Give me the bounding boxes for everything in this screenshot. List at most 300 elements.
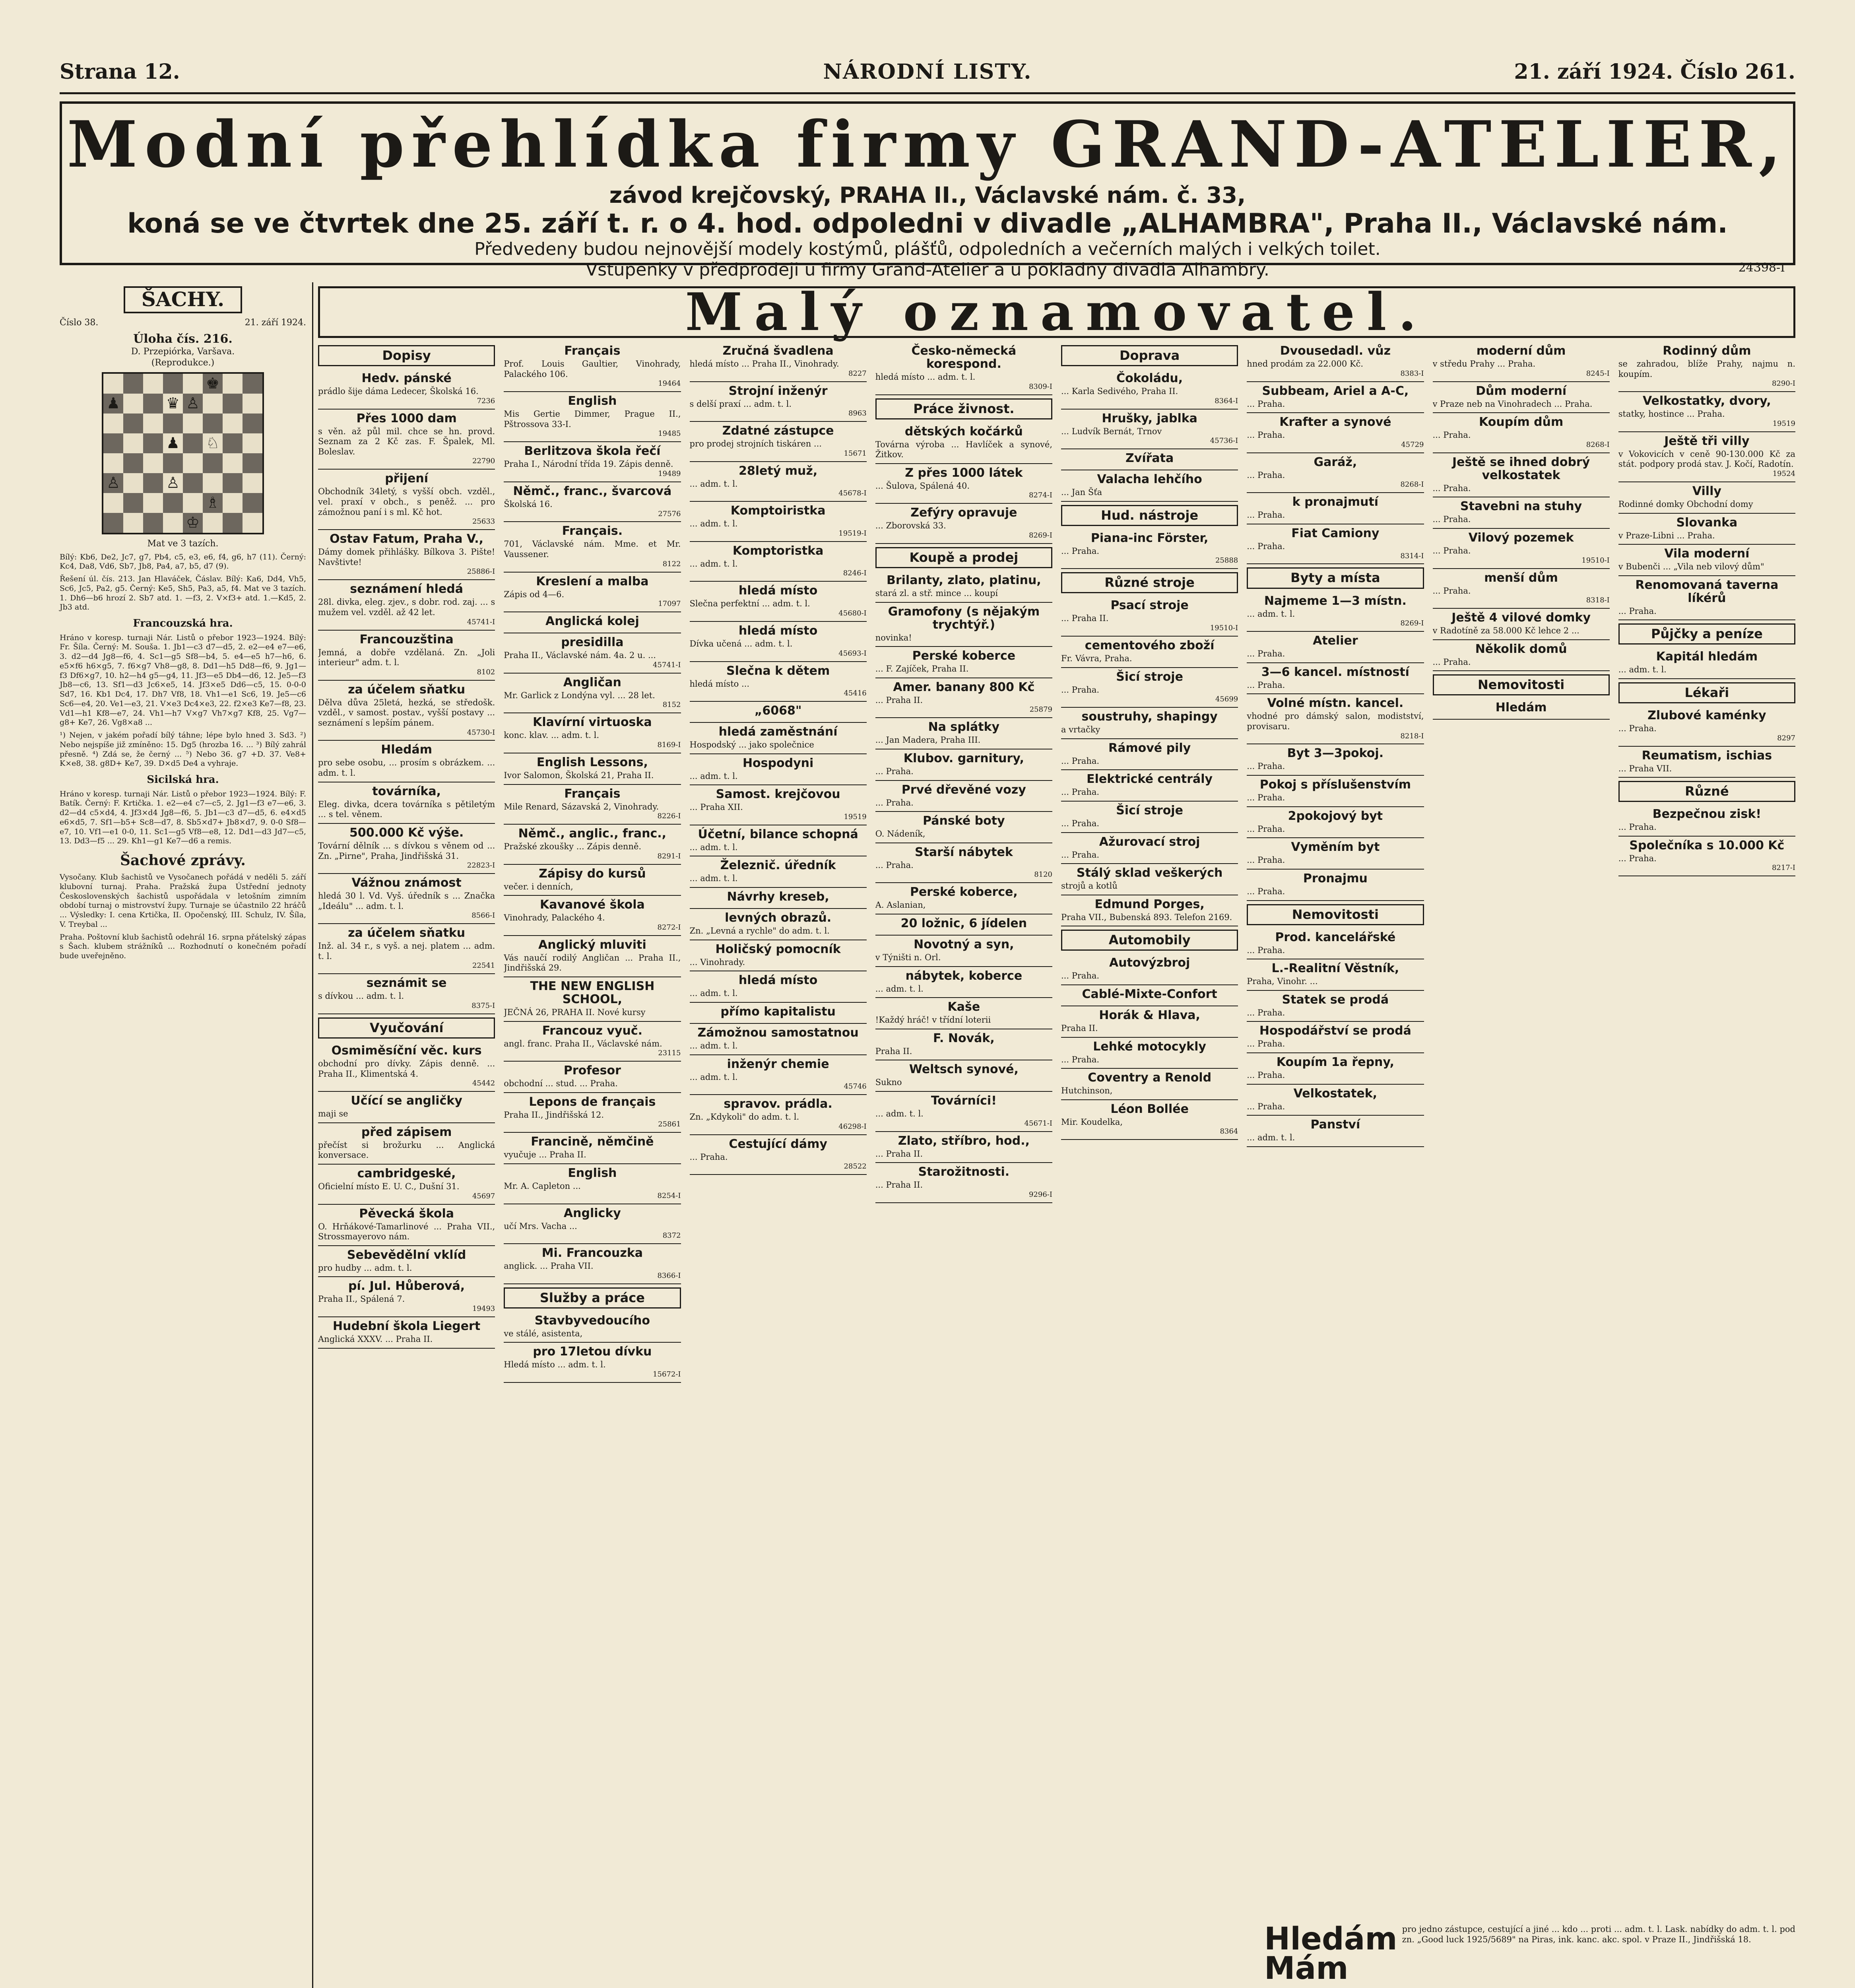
section-heading: Různé stroje	[1061, 572, 1238, 593]
ad-headline: Prvé dřevěné vozy	[901, 782, 1026, 797]
classified-ad	[690, 422, 867, 462]
chess-piece	[163, 453, 183, 473]
chess-piece: ♟	[106, 394, 120, 412]
issue-date: 21. září 1924. Číslo 261.	[1514, 60, 1795, 84]
chess-number: Číslo 38.	[60, 318, 99, 328]
board-square	[203, 433, 223, 453]
ad-headline: spravov. prádla.	[724, 1097, 832, 1111]
ad-body: ... Praha.	[1432, 546, 1471, 555]
board-square	[103, 433, 123, 453]
board-square	[123, 473, 143, 493]
classified-ad	[875, 998, 1052, 1029]
classified-ad	[1247, 1116, 1424, 1147]
classified-ad	[690, 1024, 867, 1055]
ad-headline: Najmeme 1—3 místn.	[1264, 594, 1407, 608]
chess-piece	[163, 414, 183, 433]
board-square	[123, 453, 143, 473]
board-square	[123, 394, 143, 414]
ad-headline: Návrhy kreseb,	[727, 890, 829, 904]
ad-ref-number: 45678-I	[838, 489, 867, 498]
ad-ref-number: 45729	[1401, 440, 1424, 449]
ad-ref-number: 45741-I	[467, 617, 495, 626]
chess-piece	[243, 394, 262, 414]
ad-body: ... Praha.	[1061, 971, 1100, 981]
ad-body: ... Praha.	[1061, 685, 1100, 695]
board-square	[243, 414, 262, 433]
classified-ad	[875, 1092, 1052, 1132]
ad-ref-number: 8122	[662, 559, 681, 568]
classified-ad	[1618, 747, 1795, 778]
ad-body: ... Praha.	[1247, 793, 1285, 803]
chess-piece	[183, 493, 203, 513]
board-square	[103, 473, 123, 493]
chess-piece	[123, 473, 143, 493]
chess-piece: ♔	[186, 514, 200, 531]
ad-headline: Byt 3—3pokoj.	[1287, 746, 1384, 761]
ad-body: ... adm. t. l.	[689, 1041, 738, 1050]
board-square	[203, 473, 223, 493]
ad-body: ... Praha.	[1432, 657, 1471, 667]
board-square	[203, 493, 223, 513]
classified-ad	[1061, 668, 1238, 708]
ad-headline: Zvířata	[1125, 451, 1174, 466]
ad-headline: Autovýzbroj	[1109, 956, 1190, 970]
chess-piece	[183, 374, 203, 394]
classified-ad	[504, 442, 681, 482]
ad-ref-number: 45693-I	[838, 649, 867, 658]
ad-body: ... Praha.	[1247, 761, 1285, 771]
ad-headline: Několik domů	[1475, 642, 1567, 656]
classified-column-6	[1247, 342, 1424, 1988]
board-square	[183, 374, 203, 394]
ad-body: Dělva důva 25letá, hezká, se středošk. vzděl., v samost. postav., vyšší postavy ... seznámení s lepším pánem.	[318, 697, 495, 728]
ad-headline: Zručná švadlena	[722, 344, 834, 358]
classified-ad	[875, 812, 1052, 843]
classified-ad	[1247, 838, 1424, 870]
classified-ad	[318, 1092, 495, 1123]
board-square	[223, 453, 243, 473]
ad-body: ... adm. t. l.	[875, 984, 924, 994]
board-square	[123, 513, 143, 533]
board-square	[203, 374, 223, 394]
chess-piece	[143, 453, 163, 473]
ad-body: v Praze neb na Vinohradech ... Praha.	[1432, 399, 1593, 409]
ad-headline: Šicí stroje	[1116, 670, 1183, 684]
chess-piece	[223, 433, 243, 453]
ad-body: ... Praha.	[1618, 853, 1657, 863]
classified-ad	[690, 502, 867, 542]
ad-body: Mile Renard, Sázavská 2, Vinohrady.	[504, 802, 659, 812]
ad-headline: Angličan	[563, 675, 621, 689]
ad-ref-number: 22541	[472, 961, 495, 970]
ad-body: se zahradou, blíže Prahy, najmu n. koupím.	[1618, 359, 1795, 379]
chess-board	[102, 372, 264, 534]
ad-body: ... adm. t. l.	[689, 519, 738, 529]
ad-body: Dámy domek přihlášky. Bílkova 3. Pište! Navštivte!	[318, 547, 495, 567]
board-square	[143, 374, 163, 394]
board-square	[143, 493, 163, 513]
ad-body: ... Praha.	[1247, 399, 1285, 409]
classified-ad	[875, 718, 1052, 749]
classified-ad	[690, 971, 867, 1003]
ad-body: ... adm. t. l.	[689, 479, 738, 489]
classified-ad	[318, 580, 495, 630]
ad-ref-number: 8268-I	[1586, 440, 1610, 449]
board-square	[223, 473, 243, 493]
chess-piece	[183, 453, 203, 473]
classified-ad	[1061, 985, 1238, 1006]
ad-headline: seznámit se	[366, 976, 447, 990]
banner-ad	[60, 101, 1795, 280]
classified-column-4	[875, 342, 1052, 1988]
classified-ad	[504, 1022, 681, 1062]
classified-ad	[690, 825, 867, 857]
ad-headline: Subbeam, Ariel a A-C,	[1262, 384, 1409, 398]
ad-ref-number: 25861	[658, 1120, 681, 1129]
board-square	[163, 513, 183, 533]
board-square	[243, 493, 262, 513]
chess-piece	[123, 453, 143, 473]
section-dopisy: Dopisy	[318, 345, 495, 366]
ad-body: Oficielní místo E. U. C., Dušní 31.	[318, 1182, 460, 1191]
ad-headline: moderní dům	[1476, 344, 1566, 358]
board-square	[123, 433, 143, 453]
ad-headline: Zefýry opravuje	[910, 506, 1017, 520]
ad-ref-number: 8268-I	[1400, 480, 1424, 489]
ad-body: prádlo šije dáma Ledecer, Školská 16.	[318, 386, 479, 396]
ad-body: Ivor Salomon, Školská 21, Praha II.	[504, 770, 654, 780]
ad-ref-number: 15671	[844, 449, 867, 458]
ad-body: ... adm. t. l.	[875, 1109, 924, 1119]
classified-ad	[1061, 596, 1238, 637]
classified-ad	[318, 1042, 495, 1092]
classified-ad	[318, 924, 495, 974]
chess-notes: ¹) Nejen, v jakém pořadí bílý táhne; lépe bylo hned 3. Sd3. ²) Nebo nejspíše již zmíněno: 15. Dg5 (hrozba 16. ... ³) Bílý zahrál přesně. ⁴) Zdá se, že černý ... ⁵) Nebo 36. g7 +D. 37. Ve8+ K×e8, 38. g8D+ Ke7, 39. D×d5 De4 a vyhraje.	[60, 731, 306, 768]
classified-ad	[690, 909, 867, 940]
ad-ref-number: 46298-I	[838, 1122, 867, 1131]
ad-headline: Kapitál hledám	[1656, 650, 1758, 664]
ad-headline: hledá místo	[738, 623, 818, 638]
board-square	[143, 414, 163, 433]
chess-news-2: Praha. Poštovní klub šachistů odehrál 16. srpna přátelský zápas s Šach. klubem strážníků ... Rozhodnutí o konečném pořadí bude uveřejněno.	[60, 932, 306, 960]
chess-piece	[183, 433, 203, 453]
classified-ad	[1247, 524, 1424, 565]
ad-body: ... adm. t. l.	[689, 559, 738, 569]
ad-body: Vás naučí rodilý Angličan ... Praha II., Jindřišská 29.	[504, 953, 681, 973]
section-heading: Služby a práce	[504, 1287, 681, 1309]
chess-piece	[103, 513, 123, 533]
board-square	[143, 394, 163, 414]
ad-ref-number: 8169-I	[657, 740, 681, 749]
ad-body: Hledá místo ... adm. t. l.	[504, 1360, 606, 1370]
chess-piece	[143, 473, 163, 493]
classified-ad	[1247, 413, 1424, 453]
page-header	[60, 52, 1795, 91]
classified-ad	[1247, 493, 1424, 524]
ad-headline: Ještě se ihned dobrý velkostatek	[1452, 455, 1590, 482]
ad-body: ... adm. t. l.	[1247, 1133, 1295, 1143]
ad-body: ... Praha.	[1247, 1070, 1285, 1080]
board-square	[143, 433, 163, 453]
ad-body: Hutchinson,	[1061, 1086, 1113, 1096]
ad-headline: Česko-německá korespond.	[911, 344, 1017, 371]
classified-ad	[504, 753, 681, 785]
ad-headline: Lepons de français	[529, 1095, 656, 1109]
ad-headline: Zdatné zástupce	[722, 424, 834, 438]
ad-ref-number: 19524	[1772, 469, 1795, 478]
board-square	[143, 513, 163, 533]
board-square	[163, 394, 183, 414]
ad-ref-number: 25888	[1215, 556, 1238, 565]
classified-ad	[318, 681, 495, 741]
ad-headline: Français.	[562, 524, 623, 538]
ad-headline: Železnič. úředník	[720, 858, 836, 873]
classified-ad	[504, 785, 681, 825]
board-square	[163, 473, 183, 493]
ad-headline: dětských kočárků	[904, 424, 1023, 439]
classified-ad	[318, 1277, 495, 1317]
ad-body: ... Praha.	[1061, 787, 1100, 797]
board-square	[123, 493, 143, 513]
classified-ad	[875, 1132, 1052, 1163]
classified-ad	[690, 542, 867, 582]
ad-headline: Učící se angličky	[351, 1094, 462, 1108]
classified-ad	[504, 674, 681, 714]
ad-headline: Cablé-Mixte-Confort	[1082, 987, 1217, 1002]
ad-ref-number: 45736-I	[1210, 437, 1238, 445]
ad-body: Dívka učená ... adm. t. l.	[689, 639, 793, 648]
ad-body: Zápis od 4—6.	[504, 589, 565, 599]
ad-headline: Reumatism, ischias	[1642, 748, 1772, 763]
classified-column-1	[318, 342, 495, 1988]
board-square	[223, 374, 243, 394]
ad-body: Rodinné domky Obchodní domy	[1618, 499, 1753, 509]
chess-task: Úloha čís. 216.	[133, 332, 233, 346]
board-square	[163, 414, 183, 433]
classified-ad	[318, 470, 495, 530]
classified-ad	[1061, 864, 1238, 895]
classified-ad	[504, 1133, 681, 1164]
classified-ad	[1247, 776, 1424, 807]
classified-ad	[1618, 837, 1795, 877]
chess-heading-sicilian: Sicilská hra.	[147, 774, 219, 786]
ad-ref-number: 8364	[1220, 1127, 1238, 1136]
ad-headline: Zlubové kaménky	[1647, 709, 1766, 723]
ad-headline: Garáž,	[1314, 455, 1357, 469]
ad-headline: Piana-inc Förster,	[1090, 531, 1209, 545]
ad-headline: „6068"	[754, 704, 802, 718]
ad-headline: Léon Bollée	[1110, 1102, 1189, 1116]
classified-ad	[1433, 640, 1610, 672]
chess-game-sicilian: Hráno v koresp. turnaji Nár. Listů o přebor 1923—1924. Bílý: F. Batík. Černý: F. Krtička. 1. e2—e4 c7—c5, 2. Jg1—f3 e7—e6, 3. d2—d4 c5×d4, 4. Jf3×d4 Jg8—f6, 5. Jb1—c3 d7—d5, 6. e4×d5 e6×d5, 7. Sf1—b5+ Sc8—d7, 8. Sb5×d7+ Jb8×d7, 9. 0-0 Sf8—e7, 10. Vf1—e1 0-0, 11. Sc1—g5 Vf8—e8, 12. Dd1—d3 Jd7—c5, 13. Dd3—f5 ... 29. Kh1—g1 Ke7—d6 a remis.	[60, 789, 306, 846]
ad-headline: THE NEW ENGLISH SCHOOL,	[530, 979, 655, 1007]
ad-body: ... adm. t. l.	[689, 988, 738, 998]
ad-body: anglick. ... Praha VII.	[504, 1261, 594, 1271]
ad-body: Praha II.	[1061, 1023, 1098, 1033]
ad-headline: Klubov. garnitury,	[903, 751, 1024, 765]
chess-solution: Řešení úl. čís. 213. Jan Hlaváček, Čáslav. Bílý: Ka6, Dd4, Vh5, Sc6, Jc5, Pa2, g5. Černý: Ke5, Sh5, Pa3, a5, f4. Mat ve 3 tazích. 1. Dh6—b6 hrozí 2. Sb7 atd. 1. —f3, 2. V×f3+ atd. 1.—Kd5, 2. Jb3 atd.	[60, 575, 306, 612]
ad-body: Mr. A. Capleton ...	[504, 1181, 581, 1191]
ad-ref-number: 19464	[658, 379, 681, 388]
ad-headline: Perské koberce	[912, 649, 1016, 663]
classified-ad	[504, 1204, 681, 1244]
classified-ad	[1061, 1006, 1238, 1038]
ad-headline: přijení	[385, 472, 429, 486]
ad-ref-number: 27576	[658, 509, 681, 518]
chess-piece	[103, 414, 123, 433]
classified-ad	[504, 825, 681, 865]
classified-ad	[318, 824, 495, 874]
ad-body: !Každý hráč! v třídní loterii	[875, 1015, 991, 1025]
ad-headline: 2pokojový byt	[1288, 809, 1383, 823]
ad-headline: seznámení hledá	[350, 582, 463, 596]
chess-position: Bílý: Kb6, De2, Jc7, g7, Pb4, c5, e3, e6, f4, g6, h7 (11). Černý: Kc4, Da8, Vd6, Sb7, Jb8, Pa4, a7, b5, d7 (9).	[60, 552, 306, 571]
ad-body: Mir. Koudelka,	[1061, 1117, 1123, 1127]
ad-headline: Čokoládu,	[1116, 371, 1183, 386]
board-square	[123, 414, 143, 433]
ad-headline: Novotný a syn,	[914, 937, 1014, 951]
chess-piece	[223, 394, 243, 414]
board-square	[163, 493, 183, 513]
classified-ad	[875, 571, 1052, 603]
ad-body: Mis Gertie Dimmer, Prague II., Pštrossova 33-I.	[504, 409, 681, 429]
ad-ref-number: 8375-I	[472, 1002, 495, 1010]
classified-ad	[504, 1312, 681, 1343]
classified-ad	[690, 1135, 867, 1175]
classified-ad	[1433, 453, 1610, 498]
ad-body: ... adm. t. l.	[1247, 609, 1295, 619]
ad-body: ... Praha.	[1247, 1039, 1285, 1049]
hledam-text: pro jedno zástupce, cestující a jiné ... kdo ... proti ... adm. t. l. Lask. nabídky do adm. t. l. pod zn. „Good luck 1925/5689" na Piras, ink. kanc. akc. spol. v Praze II., Jindřišská 18.	[1402, 1924, 1795, 1944]
chess-piece	[243, 374, 262, 394]
section-heading: Byty a místa	[1247, 567, 1424, 588]
classified-ad	[1433, 342, 1610, 382]
ad-body: ... Praha.	[875, 766, 914, 776]
ad-headline: Hledám	[1495, 701, 1547, 715]
ad-headline: Elektrické centrály	[1087, 772, 1213, 786]
classified-ad	[1061, 470, 1238, 502]
classified-ad	[318, 874, 495, 924]
ad-body: ... Ludvík Bernát, Trnov	[1061, 426, 1162, 436]
classified-ad	[1061, 802, 1238, 833]
ad-headline: cambridgeské,	[357, 1167, 456, 1180]
ad-body: hned prodám za 22.000 Kč.	[1247, 359, 1364, 369]
ad-body: Inž. al. 34 r., s vyš. a nej. platem ... adm. t. l.	[318, 941, 495, 961]
classified-ad	[690, 1095, 867, 1135]
ad-body: ... Praha II.	[1061, 613, 1109, 623]
ad-body: ... Šulova, Spálená 40.	[875, 481, 970, 491]
chess-piece	[223, 493, 243, 513]
ad-body: konc. klav. ... adm. t. l.	[504, 730, 600, 740]
ad-body: s věn. až půl mil. chce se hn. provd. Seznam za 2 Kč zas. F. Špalek, Ml. Boleslav.	[318, 426, 495, 456]
chess-piece	[243, 513, 262, 533]
chess-piece	[143, 513, 163, 533]
ad-body: v středu Prahy ... Praha.	[1432, 359, 1536, 369]
classified-ad	[1247, 870, 1424, 901]
ad-body: hledá 30 l. Vd. Vyš. úředník s ... Značka „Ideálu" ... adm. t. l.	[318, 891, 495, 911]
classified-ad	[1061, 449, 1238, 470]
ad-headline: Přes 1000 dam	[356, 411, 457, 425]
ad-body: ... Praha.	[1247, 541, 1285, 551]
ad-body: Zn. „Kdykoli" do adm. t. l.	[689, 1112, 799, 1122]
ad-headline: Hedv. pánské	[361, 371, 452, 386]
chess-heading-french: Francouzská hra.	[133, 617, 233, 629]
chess-piece	[123, 513, 143, 533]
classified-ad	[504, 392, 681, 442]
ad-body: ... Praha II.	[875, 1149, 923, 1159]
ad-headline: Osmiměsíční věc. kurs	[331, 1044, 482, 1058]
ad-ref-number: 45730-I	[467, 728, 495, 737]
chess-column	[60, 278, 306, 964]
ad-headline: Vážnou známost	[351, 876, 462, 890]
classified-ad	[690, 462, 867, 502]
ad-body: hledá místo ...	[689, 679, 749, 689]
ad-body: v Bubenči ... „Vila neb vilový dům"	[1618, 562, 1764, 572]
section-heading: Koupě a prodej	[875, 547, 1052, 568]
ad-ref-number: 45671-I	[1024, 1119, 1052, 1128]
ad-body: O. Hrňákové-Tamarlinové ... Praha VII., Strossmayerovo nám.	[318, 1221, 495, 1242]
ad-body: ... Praha II.	[875, 1180, 923, 1190]
ad-body: ... Praha.	[1247, 430, 1285, 440]
classified-ad	[875, 423, 1052, 464]
ad-headline: presidilla	[561, 635, 624, 650]
ad-headline: Rámové pily	[1108, 741, 1191, 755]
ad-headline: Villy	[1692, 484, 1721, 498]
classified-ad	[504, 612, 681, 633]
board-square	[103, 493, 123, 513]
chess-piece	[223, 453, 243, 473]
ad-ref-number: 15672-I	[653, 1370, 681, 1378]
ad-headline: Coventry a Renold	[1088, 1071, 1212, 1085]
ad-body: ... Praha.	[1432, 514, 1471, 524]
chess-piece	[223, 374, 243, 394]
ad-ref-number: 8269-I	[1400, 619, 1424, 628]
ad-body: v Vokovicích v ceně 90-130.000 Kč za stát. podpory prodá stav. J. Kočí, Radotín.	[1618, 449, 1795, 469]
board-square	[163, 453, 183, 473]
ad-headline: cementového zboží	[1085, 638, 1215, 652]
ad-body: O. Nádeník,	[875, 829, 926, 839]
ad-body: ... Praha.	[1061, 546, 1100, 556]
ad-body: 701, Václavské nám. Mme. et Mr. Vaussener.	[504, 539, 681, 559]
ad-body: ... Praha.	[1247, 824, 1285, 834]
classified-ad	[1618, 432, 1795, 482]
chess-piece	[223, 414, 243, 433]
classified-ad	[690, 622, 867, 662]
ad-ref-number: 8246-I	[843, 569, 867, 578]
ad-ref-number: 8383-I	[1400, 369, 1424, 378]
banner-line3: Vstupenky v předprodeji u firmy Grand-Atelier a u pokladny divadla Alhambry.	[586, 260, 1269, 280]
classified-ad	[1247, 382, 1424, 414]
classified-ad	[690, 856, 867, 888]
ad-headline: Hledám	[381, 743, 432, 757]
classified-ad	[875, 342, 1052, 395]
ad-body: Praha II., Václavské nám. 4a. 2 u. ...	[504, 650, 656, 660]
ad-body: ... Praha.	[1432, 430, 1471, 440]
classified-ad	[1061, 833, 1238, 864]
classified-ad	[1061, 708, 1238, 739]
classified-ad	[1618, 342, 1795, 392]
ad-ref-number: 45697	[472, 1192, 495, 1200]
classified-ad	[875, 1163, 1052, 1203]
ad-body: ... adm. t. l.	[689, 842, 738, 852]
ad-headline: Stavbyvedoucího	[534, 1313, 650, 1328]
ad-headline: Statek se prodá	[1282, 992, 1389, 1007]
ad-headline: Volné místn. kancel.	[1267, 696, 1404, 711]
ad-ref-number: 8566-I	[472, 911, 495, 920]
ad-headline: L.-Realitní Věstník,	[1271, 961, 1399, 976]
ad-body: přečíst si brožurku ... Anglická konversace.	[318, 1140, 495, 1160]
ad-body: Fr. Vávra, Praha.	[1061, 653, 1132, 663]
